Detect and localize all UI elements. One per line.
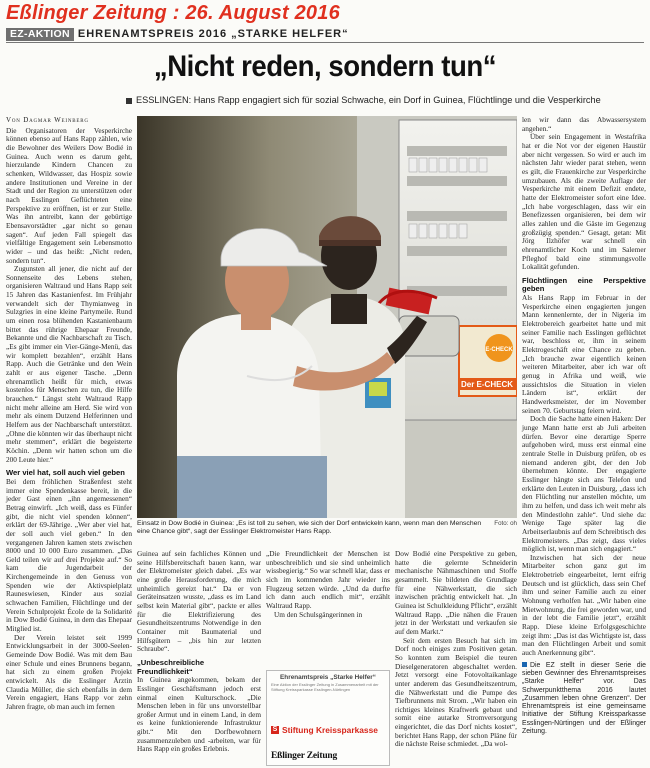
- subheading: Flüchtlingen eine Perspektive geben: [522, 275, 646, 294]
- paragraph: Als Hans Rapp im Februar in der Vesperkirche einen engagierten jungen Mann kennenlernte, der in Nigeria im Elektrobereich gearbeitet hatte und mit seiner Familie nach Esslingen geflüchtet war, beschloss er, ihm in seinem Elektrogeschäft eine Chance zu geben. „Ich brauche zwar eigentlich keinen weiteren Mitarbeiter, aber ich war oft genug in Afrika und weiß, wie aussichtslos die Situation in vielen Ländern ist“, erklärt der Handwerksmeister, der im November seinen 70. Geburtstag feiern wird.: [522, 293, 646, 415]
- article-photo: [137, 116, 517, 518]
- e-check-badge-text: E-CHECK: [485, 347, 513, 353]
- square-bullet-icon: [522, 662, 527, 667]
- sparkasse-logo: [271, 726, 378, 735]
- sponsor-title: Ehrenamtspreis „Starke Helfer“: [280, 674, 376, 681]
- paragraph: Dow Bodié eine Perspektive zu geben, hatte die gelernte Schneiderin mechanische Nähmaschinen und Stoffe gesammelt. Sie bildeten die Grundlage für eine Nähwerkstatt, die sich inzwischen prächtig entwickelt hat. „In Guinea ist Schulkleidung Pflicht“, erzählt Waltraud Rapp. „Die nähen die Frauen jetzt in der Werkstatt und verkaufen sie auf dem Markt.“: [395, 549, 517, 636]
- sparkasse-s-icon: S: [272, 726, 278, 733]
- paragraph: In Guinea angekommen, bekam der Esslinger Geschäftsmann jedoch erst einmal einen Kulturschock. „Die Menschen leben in für uns unvorstellbar großer Armut und in einem Land, in dem es keine funktionierende Infrastruktur gibt.“ Mit den Dorfbewohnern zusammenzuleben und -arbeiten, war für Hans Rapp ein großes Erlebnis.: [137, 675, 261, 754]
- rubric-label: EHRENAMTSPREIS 2016 „STARKE HELFER“: [77, 28, 349, 40]
- subhead: [126, 95, 646, 105]
- article-column-4: [395, 550, 517, 766]
- ez-logo: Eßlinger Zeitung: [271, 751, 338, 761]
- rubric-tag: EZ-AKTION: [6, 28, 74, 41]
- subheading: „Unbeschreibliche Freundlichkeit“: [137, 657, 205, 676]
- byline: Von Dagmar Weinberg: [6, 116, 89, 124]
- square-bullet-icon: [126, 98, 132, 104]
- paragraph: Doch die Sache hatte einen Haken: Der junge Mann hatte erst ab Juli arbeiten dürfen. Bevor eine derartige Sperre aufgehoben wird, muss erst einmal eine zentrale Stelle in Duisburg prüfen, ob es niemand anderen gibt, der den Job übernehmen könnte. Der engagierte Esslinger hängte sich ans Telefon und erklärte den Leuten in Duisburg, „dass ich den Flüchtling nur anstellen möchte, um ihm zu helfen, und dass ich weit mehr als den Mindestlohn zahle“. Und siehe da: Wenige Tage später lag die Arbeitserlaubnis auf dem Schreibtisch des Elektromeisters. „Das zeigt, dass vieles möglich ist, wenn man sich engagiert.“: [522, 414, 646, 554]
- sparkasse-logo-text: Stiftung Kreissparkasse: [282, 725, 378, 735]
- masthead: Eßlinger Zeitung : 26. August 2016: [6, 2, 340, 24]
- article-column-2: [137, 550, 261, 766]
- paragraph: Seit dem ersten Besuch hat sich im Dorf noch einiges zum Positiven getan. So konnten zum Beispiel die teuren Dieselgeneratoren abgeschaltet werden. Jetzt versorgt eine Fotovoltaikanlage unter anderem das Gesundheitszentrum, die Nähwerkstatt und die Pumpe des Tiefbrunnens mit Strom. „Wir haben ein richtiges kleines Kraftwerk gebaut und somit eine autarke Stromversorgung eingerichtet, die das Dorf nichts kostet“, berichtet Hans Rapp, der schon Pläne für die nächste Reise schmiedet. „Da wol-: [395, 635, 517, 749]
- subhead-text: ESSLINGEN: Hans Rapp engagiert sich für sozial Schwache, ein Dorf in Guinea, Flüchtlinge und die Vesperkirche: [136, 95, 601, 105]
- paragraph: len wir dann das Abwassersystem angehen.“: [522, 115, 646, 133]
- sponsor-box: [266, 670, 390, 766]
- photo-credit: Foto: oh: [494, 520, 517, 527]
- paragraph: „Die Freundlichkeit der Menschen ist unbeschreiblich und sie sind unheimlich wissbegierig.“ So war schnell klar, dass er sich im kommenden Jahr wieder ins Flugzeug setzen würde. „Und da durfte ich dann auch endlich mit“, erzählt Waltraud Rapp.: [266, 549, 390, 610]
- sponsor-text: Eine Aktion der Esslinger Zeitung in Zusammenarbeit mit der Stiftung Kreissparkasse Esslingen-Nürtingen: [271, 682, 379, 692]
- article-column-1: [6, 116, 132, 766]
- photo-caption: [137, 520, 517, 537]
- paragraph: Bei dem fröhlichen Straßenfest steht immer eine Spendenkasse bereit, in die jeder Gast einen „ihn angemessenen“ Betrag einwirft. „Ich weiß, dass es Fünfer gibt, die nicht viel spenden können“, erklärt der 69-Jährige. „Wer aber viel hat, der soll auch viel geben.“ In den vergangenen Jahren kamen stets zwischen 8000 und 10 000 Euro zusammen. „Das Geld teilen wir auf drei Projekte auf.“ So kam die Jugendarbeit der Kirchengemeinde in den Genuss von Spenden wie der Aktivspielplatz Rauneswiesen, Kinder aus sozial schwachen Familien, Flüchtlinge und der Verein Schulprojekt École de la Solidarité in Dow Bodié Guinea, in dem das Ehepaar Mitglied ist.: [6, 476, 132, 634]
- rubric-rule: [6, 42, 644, 43]
- series-note-text: Die EZ stellt in dieser Serie die sieben Gewinner des Ehrenamtspreises „Starke Helfer“ vor. Das Schwerpunktthema 2016 lautet „Zusammen leben ohne Grenzen“. Der Ehrenamtspreis ist eine gemeinsame Initiative der Stiftung Kreissparkasse Esslingen-Nürtingen und der Eßlinger Zeitung.: [522, 661, 646, 736]
- paragraph: Zugunsten all jener, die nicht auf der Sonnenseite des Lebens stehen, organisieren Waltraud und Hans Rapp seit 15 Jahren das Kastanienfest. Im Frühjahr verwandelt sich der Thymianweg in Sulzgries in eine kleine Partymeile. Rund um einen rosa blühenden Kastanienbaum bittet das rührige Ehepaar Freunde, Bekannte und die Nachbarschaft zu Tisch. „Es gibt immer ein Vier-Gänge-Menü, das wir komplett bezahlen“, erzählt Hans Rapp. Auch die Getränke und den Wein zahlt er aus eigener Tasche. „Denn ehrenamtlich heißt für mich, etwas kostenlos für Menschen zu tun, die Hilfe brauchen.“ Längst steht Waltraud Rapp nicht mehr alleine am Herd. Sie wird von mehr als einem Dutzend Helferinnen und Helfern aus der Nachbarschaft unterstützt. „Ohne die könnten wir das überhaupt nicht mehr stemmen“, erklärt die begeisterte Köchin. „Denn wir hatten schon um die 200 Leute hier.“: [6, 264, 132, 464]
- paragraph: Um den Schulsgängerinnen in: [274, 609, 363, 619]
- rubric-bar: [6, 27, 644, 41]
- paragraph: Über sein Engagement in Westafrika hat er die Not vor der eigenen Haustür aber nicht vergessen. So wird er auch im nächsten Jahr wieder parat stehen, wenn es gilt, die Frauenkirche zur Vesperkirche umzubauen. Als die zweite Auflage der Vesperkirche mit einem Defizit endete, hatte der Elektromeister sofort eine Idee. „Ich habe vorgeschlagen, dass wir ein Benefizessen organisieren, bei dem wir alles zahlen und die Gäste im Gegenzug großzügig spenden.“ Gesagt, getan: Mit Jörg Ilzhöfer war schnell ein ehrenamtlicher Koch und im Salemer Pfleghof bald eine stimmungsvolle Lokalität gefunden.: [522, 132, 646, 272]
- caption-text: Einsatz in Dow Bodié in Guinea: „Es ist toll zu sehen, wie sich der Dorf entwickeln kann, wenn man den Menschen eine Chance gibt“, sagt der Esslinger Elektromeister Hans Rapp.: [137, 520, 482, 536]
- headline: „Nicht reden, sondern tun“: [153, 50, 497, 83]
- article-column-5: [522, 116, 646, 766]
- subheading: Wer viel hat, soll auch viel geben: [6, 468, 125, 478]
- paragraph: Inzwischen hat sich der neue Mitarbeiter schon ganz gut im Elektrobetrieb eingearbeitet, lernt eifrig Deutsch und ist glücklich, dass sein Chef ihm und seiner Familie auch zu einer Wohnung verholfen hat. „Wir haben eine Mietwohnung, die frei geworden war, und in der lebt die Familie jetzt“, erzählt Rapp. Diese kleine Erfolgsgeschichte zeigt ihm: „Das ist das Wichtigste ist, dass man den Flüchtlingen Arbeit und somit auch Anerkennung gibt“.: [522, 552, 647, 658]
- paragraph: Guinea auf sein fachliches Können und seine Hilfsbereitschaft bauen kann, war der Elektromeister gleich dabei. „Es war eine große Herausforderung, die mich unheimlich gereizt hat.“ Da er von Geräteinsatzen wusste, „dass es im Land selbst kein Material gibt“, packte er alles für die Elektrifizierung des Gesundheitszentrums Notwendige in den Container mit Baumaterial und Hilfsgütern – „bis hin zur letzten Schraube“.: [137, 549, 261, 654]
- paragraph: Der Verein leistet seit 1999 Entwicklungsarbeit in der 3000-Seelen-Gemeinde Dow Bodié. Was mit dem Bau einer Schule und eines Brunnens begann, hat sich zu einem großen Projekt entwickelt. Als die Esslinger Ärztin Claudia Müller, die sich ebenfalls in dem Verein engagiert, Hans Rapp vor zehn Jahren fragte, ob man auch im fernen: [6, 632, 132, 711]
- series-note: [522, 662, 646, 737]
- paragraph: Die Organisatoren der Vesperkirche können ebenso auf Hans Rapp zählen, wie die Bewohner des Weilers Dow Bodié in Guinea. Auch wenn es darum geht, hierzulande Kindern Chancen zu schenken, Wildwasser, das Hospiz sowie andere Institutionen und Vereine in der Stadt und der Region zu unterstützen oder nach Esslingen Geflüchteten eine Perspektive zu eröffnen, ist er zur Stelle. Was ihn antreibt, kann der gebürtige Ebensavorstädter „gar nicht so genau sagen“. Auf jeden Fall spiegelt das vielfältige Engagement sein Lebensmotto wider – und das heißt: „Nicht reden, sondern tun“.: [6, 125, 132, 265]
- article-column-3: [266, 550, 390, 662]
- photo-illustration: [137, 116, 517, 518]
- e-check-sign-text: Der E-CHECK: [460, 380, 514, 389]
